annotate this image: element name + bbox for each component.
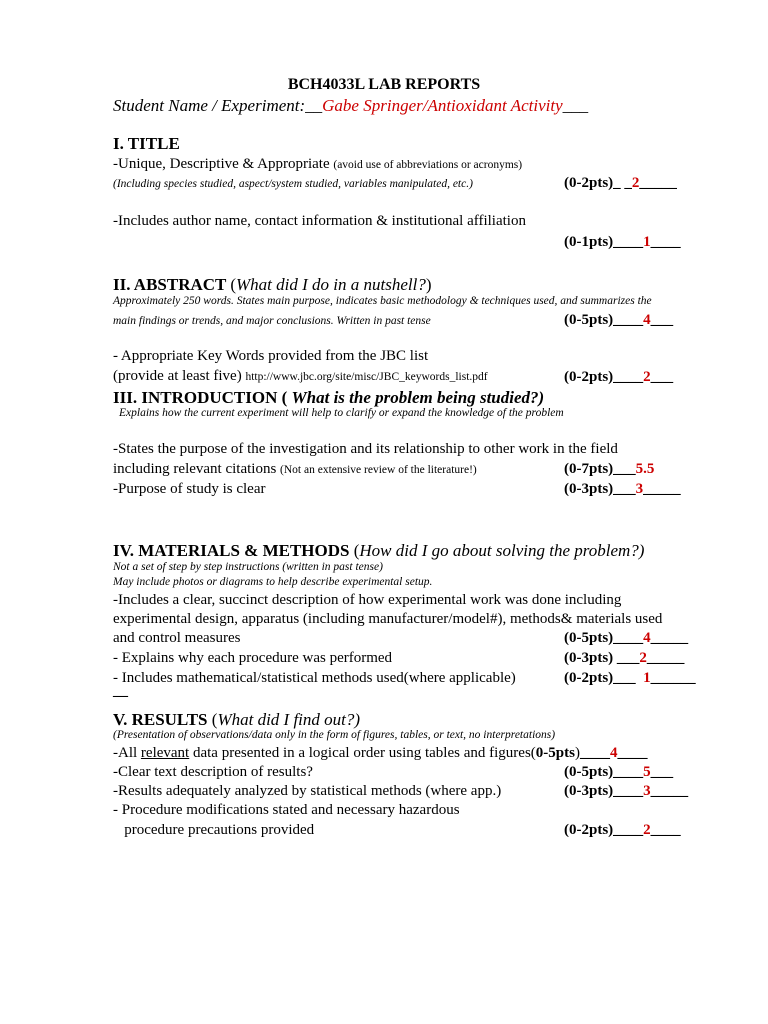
section-abstract-heading: II. ABSTRACT (What did I do in a nutshell?) (113, 275, 432, 294)
intro-criterion-clear: -Purpose of study is clear (113, 481, 266, 497)
score-value: 4 (643, 630, 651, 646)
score-value: 4 (609, 745, 618, 761)
abstract-description-2: main findings or trends, and major conclusions. Written in past tense (113, 315, 431, 327)
document-title: BCH4033L LAB REPORTS (287, 76, 481, 93)
intro-criterion-citations: including relevant citations (Not an extensive review of the literature!) (113, 461, 477, 477)
abstract-score-keywords: (0-2pts)____2___ (564, 369, 674, 385)
methods-score-description: (0-5pts)____4_____ (564, 630, 689, 646)
abstract-criterion-five: (provide at least five) http://www.jbc.org/site/misc/JBC_keywords_list.pdf (113, 368, 488, 384)
methods-criterion-description-3: and control measures (113, 630, 241, 646)
methods-trailing-underscore: __ (113, 683, 128, 699)
results-description: (Presentation of observations/data only in the form of figures, tables, or text, no interpretations) (113, 729, 556, 741)
methods-description-2: May include photos or diagrams to help describe experimental setup. (113, 576, 433, 588)
methods-criterion-description-1: -Includes a clear, succinct description of how experimental work was done including (113, 592, 622, 608)
score-value: 4 (643, 312, 651, 328)
section-title-heading: I. TITLE (113, 134, 180, 153)
results-score-statistics: (0-3pts)____3_____ (564, 783, 689, 799)
methods-description-1: Not a set of step by step instructions (written in past tense) (113, 561, 383, 573)
methods-criterion-description-2: experimental design, apparatus (including manufacturer/model#), methods& materials used (113, 611, 663, 627)
results-criterion-modifications: - Procedure modifications stated and necessary hazardous (113, 802, 460, 818)
score-value: 1 (643, 670, 651, 686)
intro-criterion-purpose: -States the purpose of the investigation and its relationship to other work in the field (113, 441, 618, 457)
methods-criterion-explains: - Explains why each procedure was performed (113, 650, 393, 666)
student-label: Student Name / Experiment:__ (113, 96, 323, 115)
section-methods-heading: IV. MATERIALS & METHODS (How did I go about solving the problem?) (113, 541, 645, 560)
abstract-criterion-keywords: - Appropriate Key Words provided from the JBC list (113, 348, 429, 364)
abstract-score-main: (0-5pts)____4___ (564, 312, 674, 328)
methods-score-explains: (0-3pts) ___2_____ (564, 650, 685, 666)
score-value: 2 (643, 369, 651, 385)
title-criterion-including: (Including species studied, aspect/system studied, variables manipulated, etc.) (113, 178, 473, 190)
score-value: 3 (643, 783, 651, 799)
score-value: 5.5 (635, 461, 655, 477)
student-value: Gabe Springer/Antioxidant Activity (322, 96, 563, 115)
jbc-keywords-url: http://www.jbc.org/site/misc/JBC_keywords_list.pdf (245, 371, 488, 383)
score-value: 1 (643, 234, 651, 250)
student-trail: ___ (562, 96, 589, 115)
results-criterion-statistics: -Results adequately analyzed by statistical methods (where app.) (113, 783, 502, 799)
title-criterion-unique: -Unique, Descriptive & Appropriate (avoid use of abbreviations or acronyms) (113, 156, 523, 172)
title-criterion-author: -Includes author name, contact information & institutional affiliation (113, 213, 526, 229)
score-value: 5 (643, 764, 651, 780)
intro-score-purpose: (0-7pts)___5.5 (564, 461, 655, 477)
methods-criterion-mathematical: - Includes mathematical/statistical methods used(where applicable) (113, 670, 516, 686)
score-value: 2 (639, 650, 647, 666)
abstract-description-1: Approximately 250 words. States main purpose, indicates basic methodology & techniques used, and summarizes the (113, 295, 652, 307)
score-value: 2 (631, 175, 640, 191)
title-score-unique: (0-2pts)_ _2_____ (564, 175, 677, 191)
score-value: 3 (635, 481, 644, 497)
score-value: 2 (643, 822, 651, 838)
results-criterion-text: -Clear text description of results? (113, 764, 313, 780)
methods-score-mathematical: (0-2pts)___ 1______ (564, 670, 696, 686)
section-results-heading: V. RESULTS (What did I find out?) (113, 710, 361, 729)
intro-score-clear: (0-3pts)___3_____ (564, 481, 681, 497)
introduction-description: Explains how the current experiment will help to clarify or expand the knowledge of the problem (119, 407, 564, 419)
results-score-text: (0-5pts)____5___ (564, 764, 674, 780)
results-score-precautions: (0-2pts)____2____ (564, 822, 681, 838)
title-score-author: (0-1pts)____1____ (564, 234, 681, 250)
results-criterion-precautions: procedure precautions provided (113, 822, 315, 838)
student-line (113, 96, 588, 116)
section-introduction-heading: III. INTRODUCTION ( What is the problem being studied?) (113, 388, 545, 407)
results-criterion-relevant: -All relevant data presented in a logical order using tables and figures(0-5pts)____4____ (113, 745, 648, 761)
